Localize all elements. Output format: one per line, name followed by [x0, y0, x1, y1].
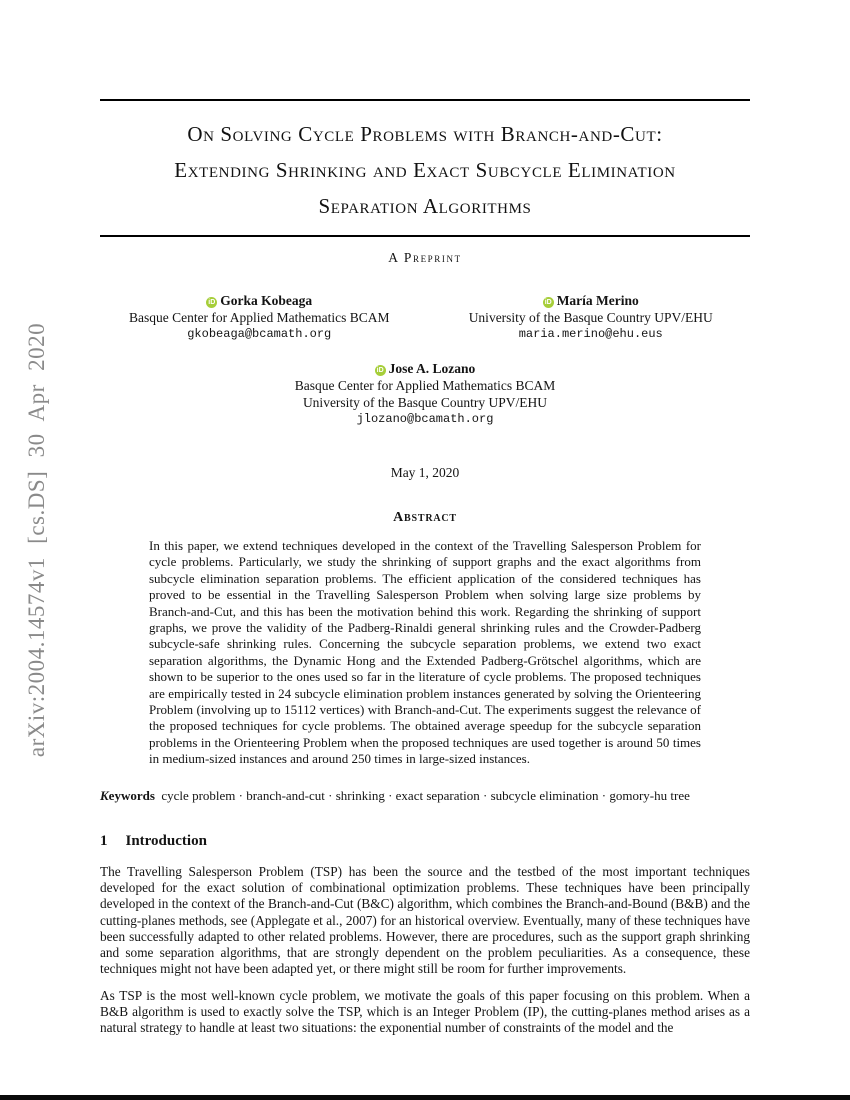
paper-title-line-2: Extending Shrinking and Exact Subcycle Elimination: [174, 158, 676, 182]
author-3-affiliation-2: University of the Basque Country UPV/EHU: [302, 395, 548, 410]
authors-row: [100, 292, 750, 343]
paper-content-column: [100, 0, 750, 1037]
author-3-affiliation-1: Basque Center for Applied Mathematics BCAM: [294, 378, 556, 393]
author-2-affiliation: University of the Basque Country UPV/EHU: [468, 310, 713, 325]
author-1-name-line: [100, 292, 419, 309]
author-1-email[interactable]: gkobeaga@bcamath.org: [187, 327, 332, 341]
author-1-name: Gorka Kobeaga: [220, 293, 313, 308]
author-3-email[interactable]: jlozano@bcamath.org: [356, 412, 494, 426]
title-bottom-rule: [100, 235, 750, 237]
author-block-1: [100, 292, 419, 343]
page-bottom-edge: [0, 1095, 850, 1100]
intro-paragraph-2: As TSP is the most well-known cycle problem, we motivate the goals of this paper focusing on this problem. When a B&B algorithm is used to exactly solve the TSP, which is an Integer Problem (IP), the cutting-planes method arises as a natural strategy to handle at least two situations: the exponential number of constraints of the model and the: [100, 987, 750, 1036]
orcid-icon[interactable]: iD: [376, 367, 384, 374]
section-1-heading: [100, 833, 750, 850]
section-1-title: Introduction: [125, 832, 207, 849]
keywords-label: Keywords: [100, 787, 155, 803]
abstract-text: In this paper, we extend techniques developed in the context of the Travelling Salesperson Problem for cycle problems. Particularly, we study the shrinking of support graphs and the exact algorithms from subcycle elimination separation problems. The efficient application of the considered techniques has proved to be essential in the Travelling Salesperson Problem when solving large size problems by Branch-and-Cut, and this has been the motivation behind this work. Regarding the shrinking of support graphs, we prove the validity of the Padberg-Rinaldi general shrinking rules and the Crowder-Padberg subcycle-safe shrinking rules. Concerning the subcycle separation problems, we extend two exact separation algorithms, the Dynamic Hong and the Extended Padberg-Grötschel algorithms, which are shown to be superior to the ones used so far in the literature of cycle problems. The proposed techniques are empirically tested in 24 subcycle elimination problem instances generated by solving the Orienteering Problem (involving up to 15112 vertices) with Branch-and-Cut. The experiments suggest the relevance of the proposed techniques for cycle problems. The obtained average speedup for the subcycle separation problems in the Orienteering Problem when the proposed techniques are used together is around 50 times in medium-sized instances and around 250 times in large-sized instances.: [149, 538, 701, 767]
orcid-icon[interactable]: iD: [544, 299, 552, 306]
keywords-line: [100, 788, 750, 804]
orcid-icon[interactable]: iD: [208, 299, 216, 306]
paper-title: [100, 116, 750, 224]
arxiv-watermark: arXiv:2004.14574v1 [cs.DS] 30 Apr 2020: [24, 322, 49, 758]
preprint-label: A Preprint: [388, 250, 462, 265]
author-3-name-line: [100, 360, 750, 377]
keywords-list: cycle problem · branch-and-cut · shrinking · exact separation · subcycle elimination · gomory-hu tree: [161, 787, 690, 803]
paper-date: May 1, 2020: [390, 465, 460, 480]
author-2-name-line: [432, 292, 751, 309]
abstract-heading: Abstract: [393, 510, 457, 525]
author-block-3: [100, 360, 750, 428]
author-block-2: [432, 292, 751, 343]
author-3-name: Jose A. Lozano: [388, 361, 476, 376]
paper-title-line-3: Separation Algorithms: [318, 194, 532, 218]
intro-paragraph-1: The Travelling Salesperson Problem (TSP) has been the source and the testbed of the most important techniques developed for the exact solution of combinational optimization problems. These techniques have been principally developed in the context of the Branch-and-Cut (B&C) algorithm, which combines the Branch-and-Bound (B&B) and the cutting-planes methods, see (Applegate et al., 2007) for an historical overview. Eventually, many of these techniques have been successfully adapted to other related problems. However, there are procedures, such as the support graph shrinking and some separation algorithms, that are strongly dependent on the problem peculiarities. As a consequence, these techniques might not have been adapted yet, or there might still be room for further improvements.: [100, 863, 750, 977]
author-2-email[interactable]: maria.merino@ehu.eus: [518, 327, 663, 341]
author-2-name: María Merino: [556, 293, 639, 308]
author-1-affiliation: Basque Center for Applied Mathematics BCAM: [128, 310, 390, 325]
paper-title-line-1: On Solving Cycle Problems with Branch-and-Cut:: [187, 122, 663, 146]
top-rule: [100, 99, 750, 101]
section-1-number: 1: [100, 832, 108, 849]
